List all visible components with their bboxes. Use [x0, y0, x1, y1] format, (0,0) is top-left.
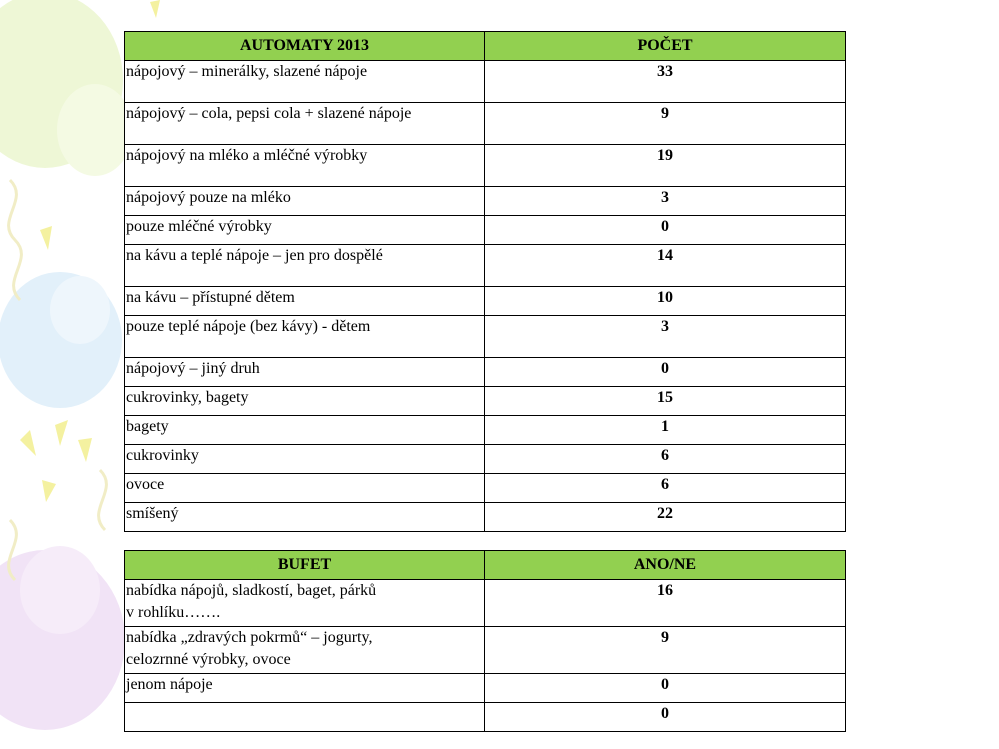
row-label: na kávu a teplé nápoje – jen pro dospělé: [125, 245, 485, 287]
row-label: jenom nápoje: [125, 674, 485, 703]
row-value: 16: [485, 580, 846, 627]
table-row: [125, 703, 846, 732]
row-value: 15: [485, 387, 846, 416]
bufet-table: [124, 550, 846, 732]
table-row: [125, 61, 846, 103]
bufet-header-value: ANO/NE: [485, 551, 846, 580]
row-label: [125, 703, 485, 732]
table-row: [125, 503, 846, 532]
row-label-line: celozrnné výrobky, ovoce: [126, 651, 291, 668]
table-row: [125, 145, 846, 187]
row-value: 0: [485, 674, 846, 703]
row-value: 0: [485, 358, 846, 387]
table-row: [125, 316, 846, 358]
row-label-line: nabídka „zdravých pokrmů“ – jogurty,: [126, 629, 373, 646]
row-label: nápojový na mléko a mléčné výrobky: [125, 145, 485, 187]
table-row: [125, 103, 846, 145]
row-label: cukrovinky: [125, 445, 485, 474]
row-label: pouze mléčné výrobky: [125, 216, 485, 245]
row-label: nápojový – jiný druh: [125, 358, 485, 387]
table-row: [125, 416, 846, 445]
row-label: [125, 627, 485, 674]
row-label: pouze teplé nápoje (bez kávy) - dětem: [125, 316, 485, 358]
row-value: 6: [485, 445, 846, 474]
automaty-header-label: AUTOMATY 2013: [125, 32, 485, 61]
row-value: 33: [485, 61, 846, 103]
row-value: 9: [485, 627, 846, 674]
row-value: 1: [485, 416, 846, 445]
row-value: 3: [485, 316, 846, 358]
table-row: [125, 580, 846, 627]
bufet-header-label: BUFET: [125, 551, 485, 580]
row-label-line: nabídka nápojů, sladkostí, baget, párků: [126, 582, 377, 599]
row-value: 10: [485, 287, 846, 316]
table-row: [125, 358, 846, 387]
row-value: 19: [485, 145, 846, 187]
row-value: 0: [485, 703, 846, 732]
row-label: nápojový pouze na mléko: [125, 187, 485, 216]
table-row: [125, 187, 846, 216]
row-label: bagety: [125, 416, 485, 445]
row-label: nápojový – minerálky, slazené nápoje: [125, 61, 485, 103]
blue-balloon-decoration: [0, 272, 122, 408]
table-row: [125, 627, 846, 674]
row-label-line: v rohlíku…….: [126, 604, 221, 621]
row-label: nápojový – cola, pepsi cola + slazené nápoje: [125, 103, 485, 145]
table-row: [125, 387, 846, 416]
automaty-table: [124, 31, 846, 532]
row-label: smíšený: [125, 503, 485, 532]
row-label: [125, 580, 485, 627]
green-balloon-decoration: [0, 0, 133, 176]
purple-balloon-decoration: [0, 546, 125, 730]
row-value: 14: [485, 245, 846, 287]
row-label: cukrovinky, bagety: [125, 387, 485, 416]
row-value: 6: [485, 474, 846, 503]
automaty-header-value: POČET: [485, 32, 846, 61]
row-value: 0: [485, 216, 846, 245]
table-row: [125, 216, 846, 245]
table-row: [125, 287, 846, 316]
table-row: [125, 245, 846, 287]
table-row: [125, 674, 846, 703]
row-value: 9: [485, 103, 846, 145]
row-label: ovoce: [125, 474, 485, 503]
table-header-row: [125, 551, 846, 580]
row-label: na kávu – přístupné dětem: [125, 287, 485, 316]
table-row: [125, 474, 846, 503]
table-header-row: [125, 32, 846, 61]
row-value: 3: [485, 187, 846, 216]
table-row: [125, 445, 846, 474]
row-value: 22: [485, 503, 846, 532]
